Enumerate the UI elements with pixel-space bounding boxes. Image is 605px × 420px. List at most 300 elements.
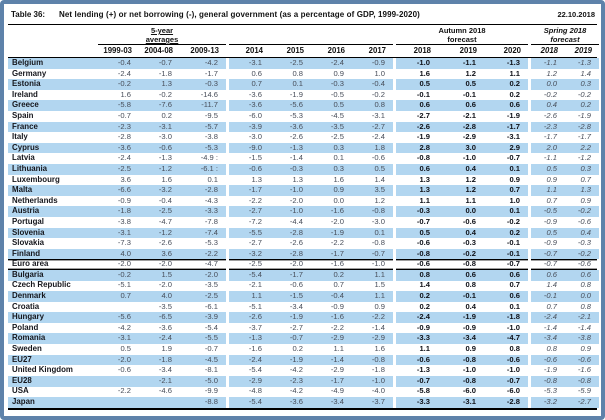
value-cell: -0.2 bbox=[98, 79, 139, 90]
country-label: Germany bbox=[12, 68, 47, 78]
table-row bbox=[8, 185, 597, 196]
value-cell-autumn-forecast: 0.5 bbox=[396, 79, 438, 90]
value-cell-autumn-forecast: -2.4 bbox=[396, 312, 438, 323]
group-header-spring-forecast: Spring 2018 forecast bbox=[531, 26, 599, 45]
value-cell-autumn-forecast: 0.2 bbox=[509, 89, 520, 99]
table-row bbox=[8, 397, 597, 408]
value-cell: -14.6 bbox=[200, 89, 218, 99]
value-cell-spring-forecast: 0.7 bbox=[580, 174, 591, 184]
value-cell: -2.2 bbox=[330, 322, 344, 332]
country-label: Luxembourg bbox=[12, 174, 60, 184]
value-cell: -3.1 bbox=[98, 228, 139, 239]
value-cell: -2.0 bbox=[98, 355, 139, 366]
value-cell: 1.3 bbox=[139, 79, 180, 90]
value-cell-autumn-forecast: 0.5 bbox=[396, 228, 438, 239]
value-cell-autumn-forecast: -0.7 bbox=[484, 376, 528, 387]
value-cell: -2.3 bbox=[98, 122, 139, 133]
value-cell: -2.9 bbox=[229, 376, 270, 387]
value-cell: -4.5 bbox=[180, 355, 226, 366]
value-cell-autumn-forecast: 0.7 bbox=[509, 280, 520, 290]
value-cell: -7.4 bbox=[180, 228, 226, 239]
value-cell-spring-forecast: -1.1 bbox=[543, 153, 557, 163]
table-row bbox=[8, 323, 597, 334]
value-cell: -3.6 bbox=[229, 100, 270, 111]
value-cell: -4.4 bbox=[289, 216, 303, 226]
value-cell: -1.7 bbox=[270, 270, 311, 281]
value-cell: -2.9 bbox=[330, 365, 344, 375]
value-cell: -0.4 bbox=[352, 79, 393, 90]
value-cell-autumn-forecast: 0.6 bbox=[484, 100, 528, 111]
value-cell-autumn-forecast: -6.0 bbox=[506, 386, 520, 396]
value-cell-autumn-forecast: 0.6 bbox=[438, 100, 484, 111]
value-cell: -0.6 bbox=[289, 280, 303, 290]
value-cell: 3.6 bbox=[120, 174, 131, 184]
value-cell: -1.9 bbox=[311, 228, 352, 239]
value-cell: 0.7 bbox=[98, 291, 139, 302]
value-cell: -0.7 bbox=[270, 333, 311, 344]
value-cell: -3.2 bbox=[139, 185, 180, 196]
value-cell: -1.5 bbox=[248, 153, 262, 163]
value-cell: 0.9 bbox=[374, 301, 385, 311]
value-cell: 1.1 bbox=[352, 270, 393, 281]
value-cell: -2.0 bbox=[289, 195, 303, 205]
value-cell-autumn-forecast: -3.1 bbox=[506, 132, 520, 142]
value-cell-spring-forecast: 1.4 bbox=[546, 280, 557, 290]
value-cell: -4.2 bbox=[180, 58, 226, 69]
value-cell-autumn-forecast: 1.4 bbox=[419, 280, 430, 290]
value-cell: -4.7 bbox=[158, 216, 172, 226]
value-cell-spring-forecast: -0.3 bbox=[577, 238, 591, 248]
value-cell: -1.7 bbox=[311, 249, 352, 260]
value-cell: -6.1 : bbox=[180, 164, 226, 175]
value-cell-autumn-forecast: -0.7 bbox=[506, 153, 520, 163]
value-cell bbox=[98, 397, 139, 408]
value-cell-spring-forecast: 0.9 bbox=[546, 174, 557, 184]
value-cell-spring-forecast: -1.6 bbox=[577, 365, 591, 375]
table-row bbox=[8, 259, 597, 270]
value-cell: -1.0 bbox=[371, 259, 385, 269]
value-cell: -0.6 bbox=[371, 153, 385, 163]
value-cell-autumn-forecast: 1.1 bbox=[419, 344, 430, 354]
value-cell: -1.0 bbox=[270, 206, 311, 217]
value-cell: -2.5 bbox=[248, 259, 262, 269]
value-cell-autumn-forecast: 0.1 bbox=[484, 164, 528, 175]
value-cell: -5.4 bbox=[204, 322, 218, 332]
value-cell: 0.1 bbox=[333, 153, 344, 163]
value-cell-autumn-forecast: -2.1 bbox=[462, 110, 476, 120]
value-cell-spring-forecast: -1.9 bbox=[543, 365, 557, 375]
table-row bbox=[8, 386, 597, 397]
value-cell-autumn-forecast: -1.3 bbox=[416, 365, 430, 375]
value-cell: 0.1 bbox=[270, 79, 311, 90]
table-row bbox=[8, 280, 597, 291]
table-row bbox=[8, 249, 597, 260]
value-cell: -3.6 bbox=[270, 397, 311, 408]
value-cell: -2.0 bbox=[158, 259, 172, 269]
value-cell: -5.1 bbox=[248, 301, 262, 311]
value-cell-spring-forecast: 0.8 bbox=[580, 280, 591, 290]
value-cell: 1.6 bbox=[374, 344, 385, 354]
value-cell: -5.3 bbox=[180, 143, 226, 154]
value-cell: -4.7 bbox=[204, 259, 218, 269]
value-cell: -6.5 bbox=[139, 312, 180, 323]
country-label: Slovakia bbox=[12, 238, 45, 248]
group-header-autumn-forecast: Autumn 2018 forecast bbox=[396, 26, 528, 45]
value-cell-autumn-forecast: -0.6 bbox=[396, 355, 438, 366]
table-row bbox=[8, 270, 597, 281]
country-label: Ireland bbox=[12, 89, 38, 99]
value-cell-autumn-forecast: 0.4 bbox=[438, 228, 484, 239]
year-header-autumn: 2019 bbox=[459, 46, 477, 55]
value-cell-spring-forecast: -3.2 bbox=[531, 397, 565, 408]
value-cell: -3.0 bbox=[248, 132, 262, 142]
value-cell-autumn-forecast: -0.6 bbox=[462, 216, 476, 226]
value-cell: -0.9 bbox=[352, 58, 393, 69]
country-label: EU28 bbox=[8, 376, 98, 387]
table-row bbox=[8, 90, 597, 101]
value-cell: 0.2 bbox=[311, 270, 352, 281]
value-cell: -1.5 bbox=[270, 291, 311, 302]
year-header-autumn: 2018 bbox=[413, 46, 431, 55]
table-number: Table 36: bbox=[11, 10, 46, 19]
value-cell: 0.1 bbox=[207, 174, 218, 184]
value-cell: -5.6 bbox=[98, 312, 139, 323]
value-cell-autumn-forecast: 2.8 bbox=[396, 143, 438, 154]
value-cell: 0.9 bbox=[311, 185, 352, 196]
value-cell: 0.8 bbox=[292, 68, 303, 78]
value-cell-autumn-forecast: 1.0 bbox=[509, 195, 520, 205]
value-cell-autumn-forecast: -1.7 bbox=[484, 122, 528, 133]
country-label: Denmark bbox=[8, 291, 98, 302]
value-cell-autumn-forecast: 1.3 bbox=[419, 174, 430, 184]
value-cell: -5.3 bbox=[204, 238, 218, 248]
value-cell-autumn-forecast: 0.5 bbox=[438, 79, 484, 90]
value-cell: 1.4 bbox=[374, 174, 385, 184]
value-cell-spring-forecast: -1.7 bbox=[577, 132, 591, 142]
value-cell: -0.7 bbox=[352, 249, 393, 260]
year-header: 2014 bbox=[245, 46, 263, 55]
value-cell: -1.8 bbox=[158, 68, 172, 78]
value-cell: -0.3 bbox=[270, 164, 311, 175]
value-cell: -3.9 bbox=[229, 122, 270, 133]
value-cell: -0.6 bbox=[139, 143, 180, 154]
value-cell: -5.4 bbox=[229, 397, 270, 408]
value-cell-autumn-forecast: 0.2 bbox=[419, 301, 430, 311]
value-cell: 0.1 bbox=[352, 228, 393, 239]
value-cell: -1.0 bbox=[352, 376, 393, 387]
value-cell-spring-forecast: 0.6 bbox=[531, 270, 565, 281]
value-cell-autumn-forecast: -0.7 bbox=[506, 259, 520, 269]
value-cell: -0.7 bbox=[139, 58, 180, 69]
country-label: Latvia bbox=[12, 153, 35, 163]
table-row bbox=[8, 111, 597, 122]
value-cell: -1.4 bbox=[371, 322, 385, 332]
value-cell-autumn-forecast: 1.2 bbox=[465, 68, 476, 78]
table-row bbox=[8, 100, 597, 111]
value-cell: -2.4 bbox=[371, 132, 385, 142]
value-cell-autumn-forecast: -0.6 bbox=[416, 238, 430, 248]
value-cell bbox=[98, 302, 139, 313]
value-cell: -2.3 bbox=[270, 376, 311, 387]
value-cell: -3.1 bbox=[229, 58, 270, 69]
table-row bbox=[8, 365, 597, 376]
table-row bbox=[8, 164, 597, 175]
value-cell-autumn-forecast: -2.8 bbox=[484, 397, 528, 408]
value-cell: 0.8 bbox=[352, 100, 393, 111]
value-cell: -3.4 bbox=[289, 301, 303, 311]
value-cell: -3.5 bbox=[158, 301, 172, 311]
country-label: Croatia bbox=[12, 301, 40, 311]
value-cell-autumn-forecast: 1.2 bbox=[438, 185, 484, 196]
year-header: 2004-08 bbox=[144, 46, 173, 55]
value-cell: 0.7 bbox=[229, 79, 270, 90]
value-cell-autumn-forecast: 0.8 bbox=[465, 280, 476, 290]
value-cell-autumn-forecast: -1.0 bbox=[462, 153, 476, 163]
value-cell: -0.3 bbox=[180, 79, 226, 90]
table-header bbox=[8, 26, 597, 58]
value-cell-spring-forecast: -1.9 bbox=[577, 110, 591, 120]
value-cell: -4.9 bbox=[330, 386, 344, 396]
value-cell-autumn-forecast: -0.1 bbox=[438, 291, 484, 302]
value-cell: -3.4 bbox=[311, 397, 352, 408]
year-header-autumn: 2020 bbox=[503, 46, 521, 55]
value-cell-autumn-forecast: -3.4 bbox=[438, 333, 484, 344]
value-cell: -9.9 bbox=[204, 386, 218, 396]
value-cell-spring-forecast: -3.8 bbox=[565, 333, 599, 344]
value-cell-spring-forecast: -0.1 bbox=[531, 291, 565, 302]
value-cell-autumn-forecast: -1.3 bbox=[484, 58, 528, 69]
value-cell-autumn-forecast: -0.1 bbox=[484, 249, 528, 260]
table-title-bar bbox=[8, 10, 597, 25]
value-cell: 1.8 bbox=[352, 143, 393, 154]
publication-date: 22.10.2018 bbox=[557, 10, 595, 19]
value-cell: -3.4 bbox=[158, 365, 172, 375]
value-cell-autumn-forecast: 0.6 bbox=[438, 270, 484, 281]
value-cell: 0.0 bbox=[333, 195, 344, 205]
value-cell-autumn-forecast: 1.3 bbox=[396, 185, 438, 196]
value-cell: -0.9 bbox=[330, 301, 344, 311]
value-cell: -2.6 bbox=[229, 312, 270, 323]
value-cell: -2.6 bbox=[289, 132, 303, 142]
year-header: 2016 bbox=[327, 46, 345, 55]
value-cell: -0.3 bbox=[311, 79, 352, 90]
value-cell-spring-forecast: 0.5 bbox=[531, 228, 565, 239]
value-cell-spring-forecast: -0.2 bbox=[565, 249, 599, 260]
value-cell-autumn-forecast: -1.8 bbox=[484, 312, 528, 323]
value-cell: 0.5 bbox=[311, 100, 352, 111]
value-cell: -6.6 bbox=[98, 185, 139, 196]
value-cell: -4.2 bbox=[117, 322, 131, 332]
value-cell: -0.7 bbox=[117, 110, 131, 120]
value-cell: -6.0 bbox=[248, 110, 262, 120]
value-cell-autumn-forecast: -0.7 bbox=[416, 216, 430, 226]
value-cell-autumn-forecast: -0.1 bbox=[462, 89, 476, 99]
value-cell-spring-forecast: -0.7 bbox=[543, 259, 557, 269]
value-cell: 1.2 bbox=[374, 195, 385, 205]
value-cell: -6.1 bbox=[204, 301, 218, 311]
value-cell: 0.5 bbox=[352, 164, 393, 175]
value-cell: -7.6 bbox=[139, 100, 180, 111]
value-cell-spring-forecast: -0.5 bbox=[531, 206, 565, 217]
value-cell: -2.0 bbox=[158, 280, 172, 290]
table-row bbox=[8, 344, 597, 355]
value-cell: -1.4 bbox=[311, 355, 352, 366]
value-cell-autumn-forecast: -1.9 bbox=[416, 132, 430, 142]
table-row bbox=[8, 291, 597, 302]
value-cell: -4.8 bbox=[248, 386, 262, 396]
value-cell-spring-forecast: -1.1 bbox=[531, 58, 565, 69]
value-cell-autumn-forecast: 1.1 bbox=[509, 68, 520, 78]
value-cell-autumn-forecast: -1.9 bbox=[438, 312, 484, 323]
value-cell: -2.8 bbox=[270, 228, 311, 239]
value-cell: -3.2 bbox=[229, 249, 270, 260]
value-cell: -2.2 bbox=[330, 238, 344, 248]
value-cell-autumn-forecast: 0.2 bbox=[484, 228, 528, 239]
value-cell-spring-forecast: 0.6 bbox=[565, 270, 599, 281]
value-cell: 0.2 bbox=[161, 110, 172, 120]
value-cell-autumn-forecast: -6.0 bbox=[462, 386, 476, 396]
value-cell: -5.6 bbox=[270, 100, 311, 111]
table-row bbox=[8, 206, 597, 217]
group-header-averages: 5-year averages bbox=[98, 26, 226, 45]
value-cell-autumn-forecast: -2.9 bbox=[462, 132, 476, 142]
value-cell-autumn-forecast: 0.1 bbox=[484, 206, 528, 217]
value-cell-spring-forecast: -0.8 bbox=[531, 376, 565, 387]
value-cell: -3.1 bbox=[371, 110, 385, 120]
value-cell-spring-forecast: -1.4 bbox=[543, 322, 557, 332]
year-header-spring: 2019 bbox=[574, 46, 592, 55]
value-cell: -4.9 : bbox=[200, 153, 218, 163]
value-cell: -3.0 bbox=[371, 216, 385, 226]
value-cell: -2.5 bbox=[270, 58, 311, 69]
table-row bbox=[8, 376, 597, 387]
value-cell: -4.5 bbox=[330, 110, 344, 120]
value-cell-spring-forecast: 0.8 bbox=[546, 344, 557, 354]
value-cell: -2.2 bbox=[180, 249, 226, 260]
value-cell: -7.8 bbox=[204, 216, 218, 226]
value-cell: -7.3 bbox=[117, 238, 131, 248]
value-cell: -0.5 bbox=[330, 89, 344, 99]
value-cell: -2.9 bbox=[311, 333, 352, 344]
table-row bbox=[8, 143, 597, 154]
page-title: Net lending (+) or net borrowing (-), general government (as a percentage of GDP, 1999-2020) bbox=[59, 10, 420, 19]
value-cell-spring-forecast: 0.0 bbox=[531, 79, 565, 90]
value-cell-spring-forecast: -0.9 bbox=[543, 238, 557, 248]
value-cell: -2.1 bbox=[139, 376, 180, 387]
value-cell: -0.9 bbox=[117, 195, 131, 205]
value-cell-spring-forecast: -1.4 bbox=[577, 322, 591, 332]
value-cell-autumn-forecast: 0.2 bbox=[484, 79, 528, 90]
value-cell-spring-forecast: -2.8 bbox=[565, 122, 599, 133]
value-cell: -9.0 bbox=[229, 143, 270, 154]
value-cell-autumn-forecast: -3.3 bbox=[396, 333, 438, 344]
value-cell: 3.5 bbox=[352, 185, 393, 196]
value-cell: 0.2 bbox=[292, 344, 303, 354]
country-label: Lithuania bbox=[8, 164, 98, 175]
value-cell-autumn-forecast: -0.8 bbox=[396, 249, 438, 260]
value-cell: -3.5 bbox=[204, 280, 218, 290]
value-cell: -1.3 bbox=[229, 333, 270, 344]
country-label: Estonia bbox=[8, 79, 98, 90]
value-cell: 1.6 bbox=[161, 174, 172, 184]
table-row bbox=[8, 175, 597, 186]
value-cell: -4.2 bbox=[289, 365, 303, 375]
value-cell: -3.9 bbox=[180, 312, 226, 323]
value-cell-autumn-forecast: -1.0 bbox=[506, 322, 520, 332]
value-cell: -4.2 bbox=[289, 386, 303, 396]
value-cell-spring-forecast: 0.7 bbox=[546, 301, 557, 311]
value-cell: -2.2 bbox=[117, 386, 131, 396]
value-cell: -0.2 bbox=[158, 89, 172, 99]
value-cell: -2.0 bbox=[117, 259, 131, 269]
value-cell-autumn-forecast: 0.6 bbox=[396, 100, 438, 111]
value-cell: -2.0 bbox=[289, 259, 303, 269]
value-cell: -2.0 bbox=[330, 216, 344, 226]
value-cell: -2.5 bbox=[180, 291, 226, 302]
value-cell-autumn-forecast: 0.4 bbox=[465, 301, 476, 311]
table-row bbox=[8, 196, 597, 207]
value-cell: -0.4 bbox=[311, 291, 352, 302]
value-cell-autumn-forecast: -0.8 bbox=[438, 355, 484, 366]
value-cell-autumn-forecast: -0.8 bbox=[438, 376, 484, 387]
value-cell: -2.5 bbox=[330, 132, 344, 142]
value-cell: -2.8 bbox=[270, 249, 311, 260]
value-cell-spring-forecast: -0.6 bbox=[565, 355, 599, 366]
value-cell: -1.7 bbox=[229, 185, 270, 196]
table-row bbox=[8, 132, 597, 143]
country-label: Japan bbox=[8, 397, 98, 408]
value-cell-autumn-forecast: 0.6 bbox=[396, 164, 438, 175]
value-cell: 0.5 bbox=[120, 344, 131, 354]
value-cell: -1.6 bbox=[248, 344, 262, 354]
value-cell: -1.8 bbox=[98, 206, 139, 217]
table-row bbox=[8, 58, 597, 69]
country-label: Cyprus bbox=[8, 143, 98, 154]
value-cell-autumn-forecast: -0.8 bbox=[462, 259, 476, 269]
value-cell: -4.6 bbox=[158, 386, 172, 396]
value-cell: 0.9 bbox=[333, 68, 344, 78]
value-cell-autumn-forecast: -3.3 bbox=[396, 397, 438, 408]
value-cell: -2.4 bbox=[117, 153, 131, 163]
value-cell-spring-forecast: 0.2 bbox=[565, 100, 599, 111]
country-label: Belgium bbox=[8, 58, 98, 69]
value-cell: -5.5 bbox=[180, 333, 226, 344]
value-cell-autumn-forecast: -1.0 bbox=[506, 365, 520, 375]
table-row bbox=[8, 312, 597, 323]
value-cell-spring-forecast: -0.9 bbox=[543, 216, 557, 226]
value-cell: 0.6 bbox=[251, 68, 262, 78]
value-cell-spring-forecast: -2.7 bbox=[565, 397, 599, 408]
value-cell: -3.1 bbox=[98, 333, 139, 344]
value-cell: -2.1 bbox=[248, 280, 262, 290]
value-cell: -4.3 bbox=[204, 195, 218, 205]
value-cell-spring-forecast: -5.9 bbox=[577, 386, 591, 396]
value-cell-autumn-forecast: -1.0 bbox=[396, 58, 438, 69]
value-cell-autumn-forecast: 0.8 bbox=[509, 344, 520, 354]
value-cell-spring-forecast: 1.2 bbox=[546, 68, 557, 78]
value-cell-autumn-forecast: -1.9 bbox=[506, 110, 520, 120]
value-cell: -1.9 bbox=[270, 355, 311, 366]
value-cell: 1.6 bbox=[333, 174, 344, 184]
value-cell-spring-forecast: -0.8 bbox=[565, 376, 599, 387]
country-label: Euro area bbox=[12, 259, 49, 269]
value-cell: 1.3 bbox=[292, 174, 303, 184]
value-cell: -5.3 bbox=[289, 110, 303, 120]
value-cell: -5.4 bbox=[229, 270, 270, 281]
table-row bbox=[8, 228, 597, 239]
year-header: 2015 bbox=[286, 46, 304, 55]
value-cell: 3.6 bbox=[139, 249, 180, 260]
